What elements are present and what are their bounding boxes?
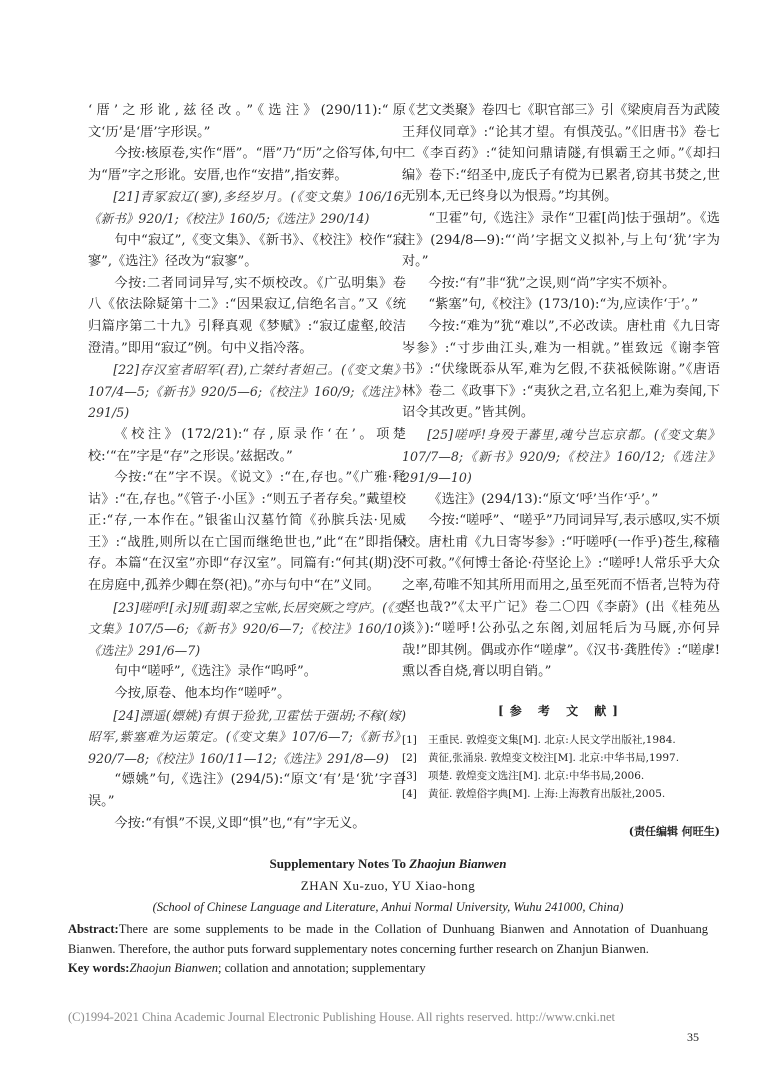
- paragraph: “卫霍”句,《选注》录作“卫霍[尚]怯于强胡”。《选注》(294/8—9):“‘尚’字据文义拟补,与上句‘犹’字为对。”: [402, 210, 720, 270]
- reference-number: [4]: [402, 787, 417, 800]
- left-column: [88, 100, 406, 834]
- editor-credit: (责任编辑 何旺生): [628, 824, 720, 838]
- reference-text: 王重民. 敦煌变文集[M]. 北京:人民文学出版社,1984.: [428, 733, 676, 746]
- quoted-passage: [23]嗟呼![永]别[翡]翠之宝帐,长居突厥之穹庐。(《变文集》107/5—6;《新书》920/6—7;《校注》160/10;《选注》291/6—7): [88, 599, 406, 658]
- quoted-passage: [25]嗟呼!身殁于蕃里,魂兮岂忘京都。(《变文集》107/7—8;《新书》920/9;《校注》160/12;《选注》291/9—10): [402, 426, 720, 486]
- copyright-line: (C)1994-2021 China Academic Journal Electronic Publishing House. All rights reserved. http://www.cnki.net: [68, 1010, 616, 1024]
- english-title: [68, 856, 708, 872]
- paragraph: 《艺文类聚》卷四七《职官部三》引《梁庾肩吾为武陵王拜仪同章》:“论其才望。有惧茂弘。”《旧唐书》卷七二《李百药》:“徒知问鼎请隧,有惧霸王之师。”《却扫编》卷下:“绍圣中,庞氏子有傥为已累者,窃其书焚之,世无别本,无已终身以为恨焉。”均其例。: [402, 103, 720, 205]
- paragraph: “紫塞”句,《校注》(173/10):“为,应读作‘于’。”: [428, 297, 699, 313]
- english-abstract: [68, 856, 708, 976]
- paragraph: 今按:“有惧”不误,义即“惧”也,“有”字无义。: [114, 815, 366, 831]
- reference-item: [402, 749, 720, 767]
- paragraph: 今按,原卷、他本均作“嗟呼”。: [114, 686, 291, 702]
- page-number: 35: [687, 1030, 699, 1044]
- english-authors: ZHAN Xu-zuo, YU Xiao-hong: [300, 878, 476, 893]
- reference-item: [402, 767, 720, 785]
- paragraph: 今按:“有”非“犹”之误,则“尚”字实不烦补。: [428, 275, 676, 291]
- english-title-plain: Supplementary Notes To: [269, 856, 410, 871]
- reference-item: [402, 785, 720, 803]
- abstract-label: Abstract:: [68, 922, 119, 936]
- english-abstract-text: [68, 919, 708, 959]
- quoted-passage: [24]漂遥(嫖姚)有惧于猃犹,卫霍怯于强胡;不稼(嫁)昭军,紫塞难为运策定。(《变文集》107/6—7;《新书》920/7—8;《校注》160/11—12;《选注》291/8—9): [88, 707, 406, 766]
- reference-number: [1]: [402, 733, 417, 746]
- paragraph: 句中“寂辽”,《变文集》、《新书》、《校注》校作“寂寥”,《选注》径改为“寂寥”。: [88, 232, 406, 270]
- paragraph: 今按:“在”字不误。《说文》:“在,存也。”《广雅·释诂》:“在,存也。”《管子·小匡》:“则五子者存矣。”戴望校正:“存,一本作在。”银雀山汉墓竹简《孙膑兵法·见威王》:“战胜,则所以在亡国而继绝世也,”此“在”即指保存。本篇“在汉室”亦即“存汉室”。同篇有:“何其(期)没在房庭中,孤养少卿在祭(祀)。”亦与句中“在”义同。: [88, 470, 406, 594]
- reference-number: [3]: [402, 769, 417, 782]
- quoted-passage: [22]存汉室者昭军(君),亡桀纣者妲己。(《变文集》107/4—5;《新书》920/5—6;《校注》160/9;《选注》291/5): [88, 362, 406, 421]
- references-heading: [参 考 文 献]: [498, 704, 624, 719]
- paragraph: 《选注》(294/13):“原文‘呼’当作‘乎’。”: [428, 491, 659, 507]
- english-affiliation: (School of Chinese Language and Literature, Anhui Normal University, Wuhu 241000, China): [152, 900, 624, 914]
- paragraph: “嫖姚”句,《选注》(294/5):“原文‘有’是‘犹’字音误。”: [88, 772, 406, 809]
- right-column-body: [402, 100, 720, 683]
- paragraph: 《校注》(172/21):“存,原录作‘在’。项楚校:‘“在”字是“存”之形误。’兹据改。”: [88, 426, 406, 464]
- quoted-passage: [21]青冢寂辽(寥),多经岁月。(《变文集》106/16;《新书》920/1;《校注》160/5;《选注》290/14): [88, 189, 406, 226]
- right-column: [402, 100, 720, 842]
- paragraph: 句中“嗟呼”,《选注》录作“呜呼”。: [114, 664, 317, 680]
- reference-text: 黄征. 敦煌俗字典[M]. 上海:上海教育出版社,2005.: [428, 787, 666, 800]
- paragraph: 今按:二者同词异写,实不烦校改。《广弘明集》卷八《依法除疑第十二》:“因果寂辽,信绝名言。”又《统归篇序第二十九》引释真观《梦赋》:“寂辽虚壑,皎洁澄清。”即用“寂辽”例。句中义指冷落。: [88, 275, 406, 356]
- keywords-label: Key words:: [68, 961, 130, 975]
- paragraph: 今按:核原卷,实作“厝”。“厝”乃“历”之俗写体,句中为“厝”字之形讹。安厝,也作“安措”,指安葬。: [88, 146, 406, 183]
- abstract-body: There are some supplements to be made in the Collation of Dunhuang Bianwen and Annotation of Duanhuang Bianwen. Therefore, the author puts forward supplementary notes concerning further research on Zhanjun Bianwen.: [68, 922, 708, 956]
- english-title-italic: Zhaojun Bianwen: [409, 856, 507, 871]
- reference-number: [2]: [402, 751, 417, 764]
- paragraph: 今按:“嗟呼”、“嗟乎”乃同词异写,表示感叹,实不烦校。唐杜甫《九日寄岑参》:“吁嗟呼(一作乎)苍生,稼穑不可救。”《何博士备论·苻坚论上》:“嗟呼!人常乐乎大众之率,苟唯不知其所用而用之,虽至死而不悟者,岂特为苻坚也哉?”《太平广记》卷二〇四《李蔚》(出《桂苑丛谈》):“嗟呼!公孙弘之东阁,刘屈牦后为马厩,亦何异哉!”即其例。偶或亦作“嗟虖”。《汉书·龚胜传》:“嗟虖!熏以香自烧,膏以明自销。”: [402, 513, 720, 680]
- reference-item: [402, 731, 720, 749]
- reference-text: 黄征,张涌泉. 敦煌变文校注[M]. 北京:中华书局,1997.: [428, 751, 680, 764]
- english-keywords: [68, 961, 708, 976]
- keywords-italic: Zhaojun Bianwen: [129, 961, 218, 975]
- reference-text: 项楚. 敦煌变文选注[M]. 北京:中华书局,2006.: [428, 769, 645, 782]
- paragraph: ‘厝’之形讹,兹径改。”《选注》(290/11):“原文‘历’是‘厝’字形误。”: [88, 103, 406, 140]
- keywords-rest: ; collation and annotation; supplementary: [218, 961, 426, 975]
- paragraph: 今按:“难为”犹“难以”,不必改读。唐杜甫《九日寄岑参》:“寸步曲江头,难为一相就。”崔致远《谢李管书》:“伏缘既忝从军,难为乞假,不获祗候陈谢。”《唐语林》卷二《政事下》:“夷狄之君,立名犯上,难为奏闻,下诏令其改更。”皆其例。: [402, 318, 720, 421]
- references-list: [402, 731, 720, 803]
